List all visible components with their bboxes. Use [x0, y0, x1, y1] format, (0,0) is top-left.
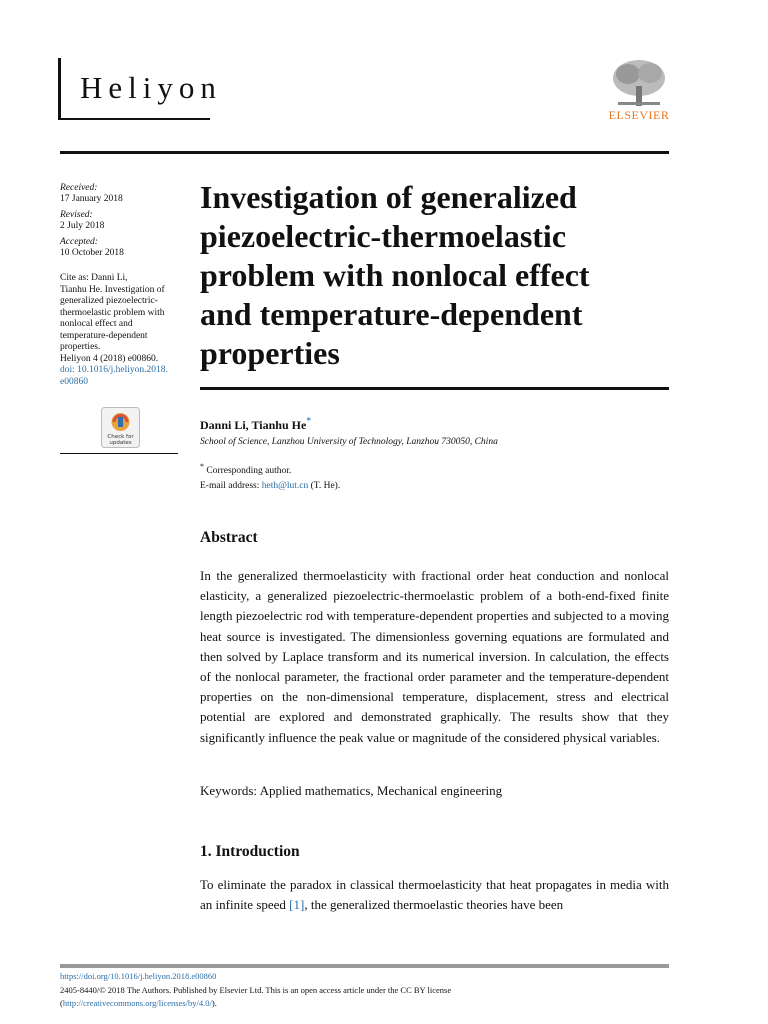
citation-line: Cite as: Danni Li, [60, 273, 128, 283]
journal-name: Heliyon [80, 70, 222, 105]
accepted-date: 10 October 2018 [60, 248, 124, 258]
check-updates-text: Check for [107, 434, 134, 440]
license-link[interactable]: http://creativecommons.org/licenses/by/4.0/ [62, 998, 212, 1008]
footer-rule [60, 964, 669, 968]
revised-date: 2 July 2018 [60, 221, 105, 231]
email-label: E-mail address: [200, 481, 262, 491]
abstract-text: In the generalized thermoelasticity with fractional order heat conduction and nonlocal elasticity, a generalized piezoelectric-thermoelastic problem of a both-end-fixed finite length piezoelectric rod with temperature-dependent properties and subjected to a moving heat source is investigated. The dimensionless governing equations are formulated and then solved by Laplace transform and its numerical inversion. In calculation, the effects of the nonlocal parameter, the fractional order parameter and the temperature-dependent properties on the non-dimensional temperature, displacement, stress and electrical potential are explored and demonstrated graphically. The results show that they significantly influence the peak value or magnitude of the considered physical variables. [200, 568, 669, 745]
citation-line: nonlocal effect and [60, 319, 133, 329]
elsevier-wordmark: ELSEVIER [608, 108, 670, 122]
citation-line: generalized piezoelectric- [60, 296, 158, 306]
header-rule [60, 151, 669, 154]
citation [60, 273, 178, 388]
journal-underline [58, 118, 210, 120]
license-close: ). [211, 998, 217, 1008]
affiliation: School of Science, Lanzhou University of Technology, Lanzhou 730050, China [200, 437, 498, 447]
footer-license [60, 997, 669, 1011]
received-label: Received: [60, 183, 98, 193]
intro-text-end: , the generalized thermoelastic theories have been [304, 897, 564, 913]
title-rule [200, 387, 669, 390]
check-for-updates-badge[interactable] [101, 407, 140, 448]
title-line: and temperature-dependent [200, 296, 583, 332]
authors [200, 416, 311, 433]
email-suffix: (T. He). [308, 481, 341, 491]
article-title [200, 178, 670, 373]
corresponding-mark[interactable]: * [306, 416, 312, 427]
doi-link-line[interactable]: doi: 10.1016/j.heliyon.2018. [60, 365, 168, 375]
abstract-heading: Abstract [200, 529, 258, 546]
footer-copyright: 2405-8440/© 2018 The Authors. Published by Elsevier Ltd. This is an open access article under the CC BY license [60, 984, 452, 995]
introduction-text [200, 875, 669, 915]
title-line: piezoelectric-thermoelastic [200, 218, 567, 254]
email-link[interactable]: heth@lut.cn [261, 481, 309, 491]
corresponding-note [200, 462, 291, 476]
citation-line: Heliyon 4 (2018) e00860. [60, 353, 159, 364]
footer [60, 970, 669, 1011]
introduction-heading: 1. Introduction [200, 843, 300, 860]
citation-line: Tianhu He. Investigation of [60, 284, 165, 295]
citation-line: thermoelastic problem with [60, 307, 165, 318]
sidebar-rule [60, 453, 178, 454]
intro-text-start: To eliminate the paradox in classical thermoelasticity that heat propagates in media with an infinite speed [200, 877, 669, 913]
doi-link-line[interactable]: e00860 [60, 376, 88, 387]
corresponding-text: Corresponding author. [206, 466, 292, 477]
check-updates-text-2: updates [109, 440, 132, 446]
citation-line: temperature-dependent [60, 330, 148, 341]
title-line: problem with nonlocal effect [200, 257, 590, 293]
corresponding-asterisk: * [200, 462, 204, 471]
received-date: 17 January 2018 [60, 194, 123, 204]
footer-doi-link[interactable]: https://doi.org/10.1016/j.heliyon.2018.e00860 [60, 971, 217, 981]
reference-link[interactable]: [1] [289, 897, 305, 913]
title-line: Investigation of generalized [200, 179, 577, 215]
email-line [200, 481, 340, 491]
title-line: properties [200, 335, 340, 371]
revised-label: Revised: [60, 210, 93, 220]
license-open: ( [60, 998, 63, 1008]
author-names: Danni Li, Tianhu He [200, 418, 307, 432]
journal-bar [58, 58, 61, 120]
citation-line: properties. [60, 342, 101, 352]
keywords: Keywords: Applied mathematics, Mechanical engineering [200, 783, 503, 798]
accepted-label: Accepted: [60, 237, 98, 247]
